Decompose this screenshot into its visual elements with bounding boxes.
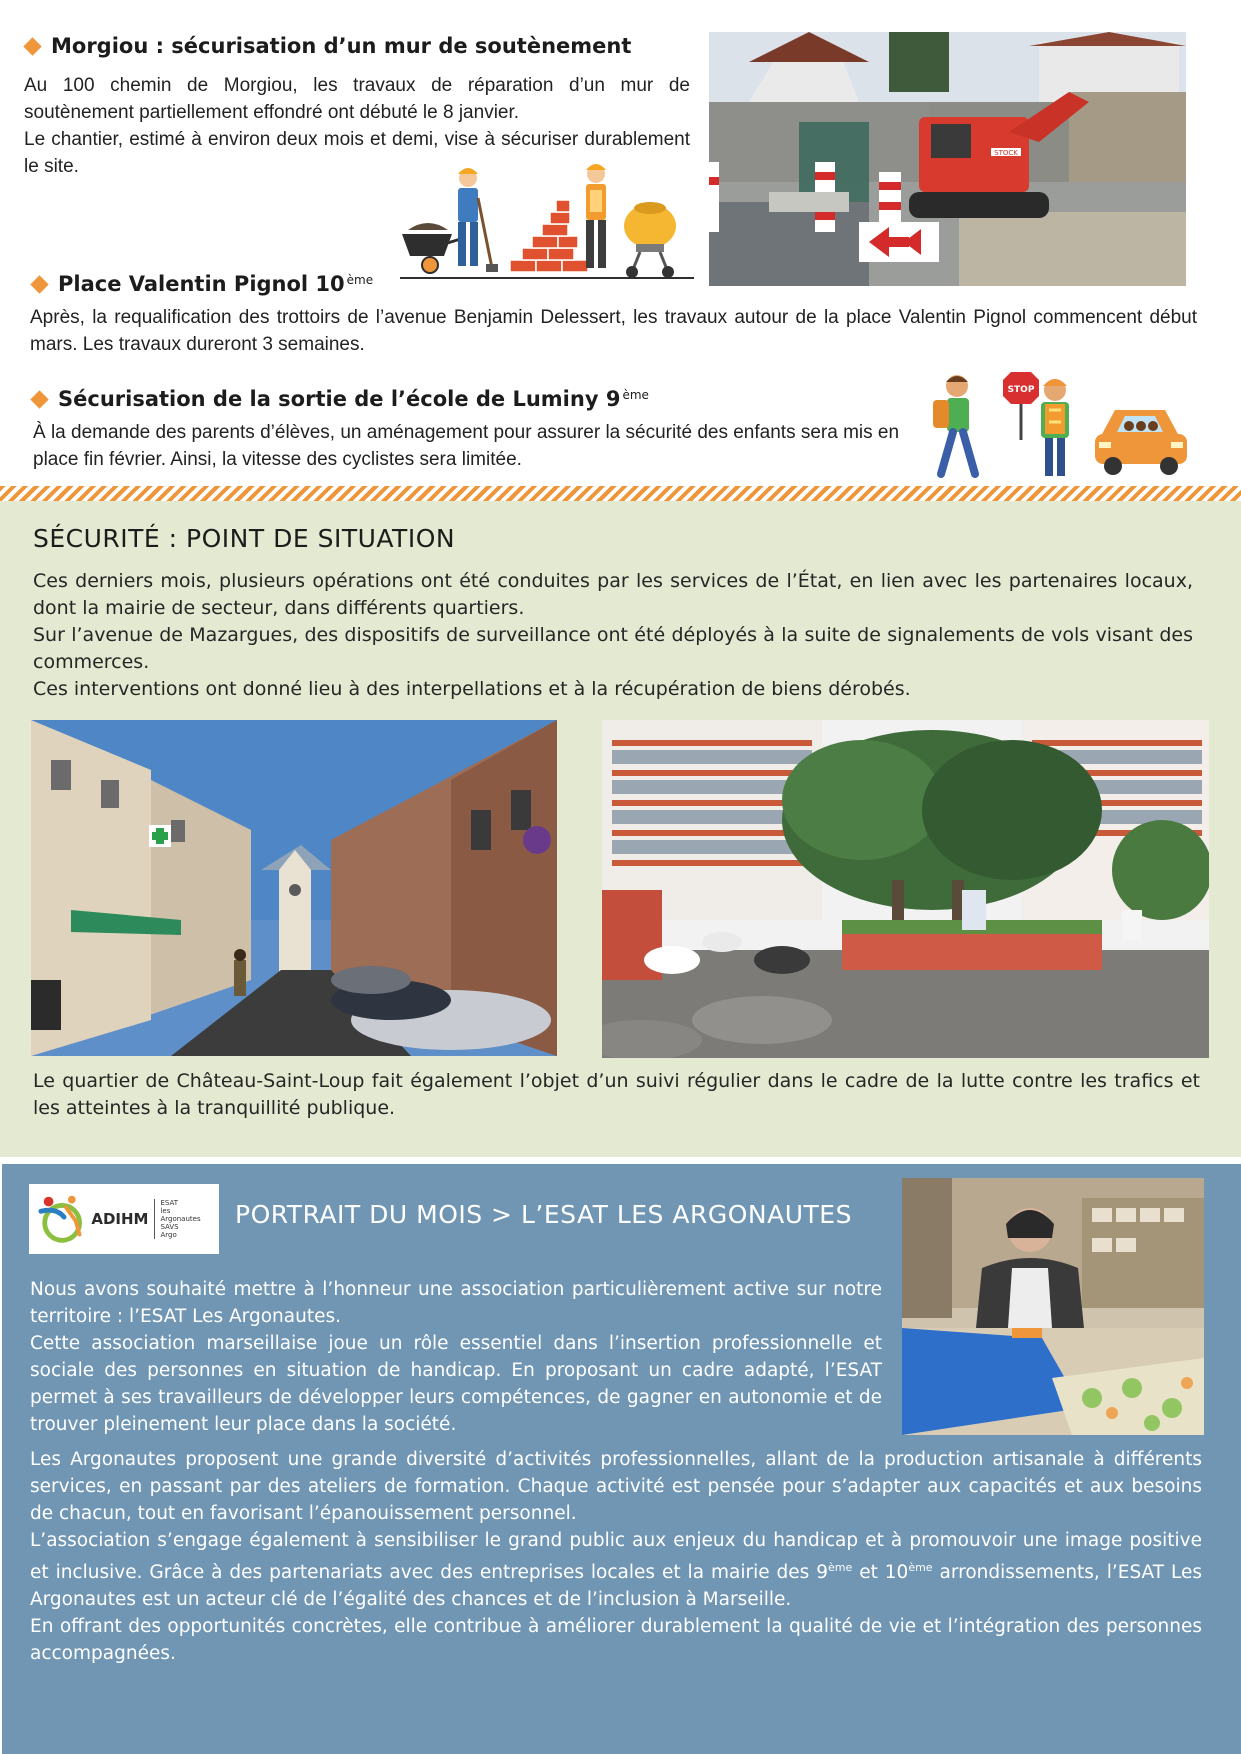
security-paragraph: Ces derniers mois, plusieurs opérations ont été conduites par les services de l’État, en lien avec les partenaires locaux, dont la mairie de secteur, dans différents quartiers. (33, 570, 1193, 619)
excavator-label: STOCK (994, 149, 1018, 157)
portrait-text-span: arrondissements, l’ESAT Les Argonautes est un acteur clé de l’égalité des chances et de l’inclusion à Marseille. (30, 1562, 1203, 1611)
esat-workshop-photo (902, 1178, 1204, 1435)
diamond-bullet-icon (30, 390, 48, 408)
portrait-text-span: et 10 (852, 1562, 909, 1584)
orange-stripe-divider (0, 486, 1241, 501)
construction-workers-illustration (400, 164, 694, 282)
security-paragraph: Sur l’avenue de Mazargues, des dispositifs de surveillance ont été déployés à la suite de signalements de vols visant des commerces. (33, 624, 1193, 673)
logo-name: ADIHM (91, 1210, 149, 1228)
portrait-title: PORTRAIT DU MOIS > L’ESAT LES ARGONAUTES (235, 1200, 852, 1229)
valentin-text (30, 304, 1197, 358)
logo-subtitle (154, 1199, 211, 1239)
morgiou-heading (22, 34, 631, 58)
portrait-paragraph: Cette association marseillaise joue un rôle essentiel dans l’insertion professionnelle et sociale des personnes en situation de handicap. En proposant un cadre adapté, l’ESAT permet à ses travailleurs de développer leurs compétences, de gagner en autonomie et de trouver pleinement leur place dans la société. (30, 1333, 882, 1435)
security-text (33, 568, 1193, 703)
portrait-text-sup: ème (828, 1561, 853, 1574)
portrait-body-text (30, 1446, 1202, 1667)
stop-sign-label: STOP (1007, 385, 1035, 395)
portrait-paragraph (30, 1527, 1202, 1613)
security-paragraph: Ces interventions ont donné lieu à des interpellations et à la récupération de biens dérobés. (33, 678, 911, 700)
diamond-bullet-icon (30, 275, 48, 293)
luminy-title: Sécurisation de la sortie de l’école de Luminy 9 (58, 387, 621, 411)
valentin-title-sup: ème (346, 273, 374, 287)
security-closing-paragraph: Le quartier de Château-Saint-Loup fait également l’objet d’un suivi régulier dans le cadre de la lutte contre les trafics et les atteintes à la tranquillité publique. (33, 1070, 1200, 1119)
mazargues-street-photo (31, 720, 557, 1056)
adihm-wheelchair-icon (37, 1191, 85, 1247)
security-closing-text (33, 1068, 1200, 1122)
luminy-text (33, 419, 901, 473)
morgiou-title: Morgiou : sécurisation d’un mur de soutènement (51, 34, 632, 58)
valentin-heading (29, 272, 373, 296)
luminy-heading (29, 387, 649, 411)
adihm-logo (29, 1184, 219, 1254)
luminy-paragraph: À la demande des parents d’élèves, un aménagement pour assurer la sécurité des enfants sera mis en place fin février. Ainsi, la vitesse des cyclistes sera limitée. (33, 422, 900, 470)
portrait-intro-text (30, 1276, 882, 1438)
diamond-bullet-icon (23, 37, 41, 55)
chateau-saint-loup-photo (602, 720, 1209, 1058)
portrait-text-span: L’association s’engage également à sensibiliser le grand public aux enjeux du handicap et à promouvoir une image positive et inclusive. Grâce à des partenariats avec des entreprises locales et la mairie des 9 (30, 1530, 1202, 1584)
morgiou-paragraph: Le chantier, estimé à environ deux mois et demi, vise à sécuriser durablement le site. (24, 129, 690, 177)
portrait-paragraph: Nous avons souhaité mettre à l’honneur une association particulièrement active sur notre territoire : l’ESAT Les Argonautes. (30, 1279, 882, 1327)
morgiou-paragraph: Au 100 chemin de Morgiou, les travaux de réparation d’un mur de soutènement partiellement effondré ont débuté le 8 janvier. (24, 75, 690, 123)
portrait-paragraph: Les Argonautes proposent une grande diversité d’activités professionnelles, allant de la production artisanale à différents services, en passant par des ateliers de formation. Chaque activité est pensée pour s’adapter aux capacités et aux besoins de chacun, tout en favorisant l’épanouissement personnel. (30, 1449, 1202, 1524)
portrait-paragraph: En offrant des opportunités concrètes, elle contribue à améliorer durablement la qualité de vie et l’intégration des personnes accompagnées. (30, 1616, 1202, 1665)
logo-sub-line: SAVS (160, 1223, 179, 1231)
logo-sub-line: les Argonautes (160, 1207, 201, 1223)
morgiou-construction-photo (709, 32, 1186, 286)
school-safety-illustration (925, 370, 1191, 480)
valentin-title: Place Valentin Pignol 10 (58, 272, 345, 296)
logo-sub-line: Argo (160, 1231, 177, 1239)
portrait-text-sup: ème (908, 1561, 933, 1574)
luminy-title-sup: ème (622, 388, 649, 402)
valentin-paragraph: Après, la requalification des trottoirs de l’avenue Benjamin Delessert, les travaux autour de la place Valentin Pignol commencent début mars. Les travaux dureront 3 semaines. (30, 307, 1197, 355)
logo-sub-line: ESAT (160, 1199, 178, 1207)
security-title: SÉCURITÉ : POINT DE SITUATION (33, 524, 456, 553)
